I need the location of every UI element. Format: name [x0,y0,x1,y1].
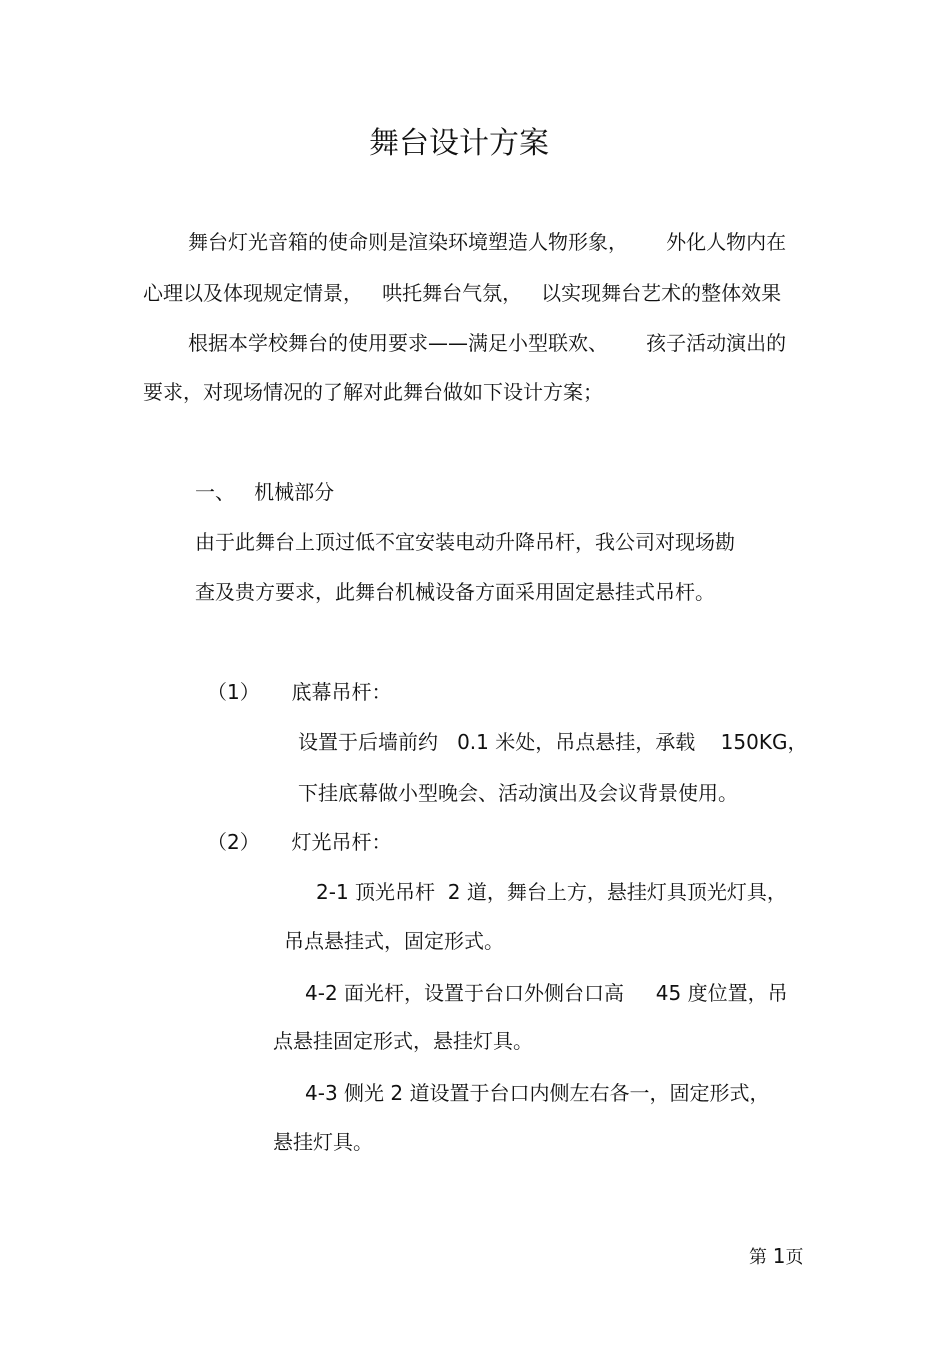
page-title: 舞台设计方案 [369,126,549,161]
page-number [749,1245,803,1269]
item-2-label: （2） 灯光吊杆： [207,830,392,854]
intro-line-2: 心理以及体现规定情景， 哄托舞台气氛， 以实现舞台艺术的整体效果 [143,281,782,305]
page-number-suffix: 页 [785,1247,804,1268]
item-1-line-2: 下挂底幕做小型晚会、活动演出及会议背景使用。 [298,781,738,805]
intro-line-4: 要求，对现场情况的了解对此舞台做如下设计方案； [143,380,603,404]
item-2-line-4: 点悬挂固定形式，悬挂灯具。 [273,1029,533,1053]
intro-line-1: 舞台灯光音箱的使命则是渲染环境塑造人物形象， 外化人物内在 [188,230,787,254]
page-number-prefix: 第 [749,1247,767,1268]
section-body-line-2: 查及贵方要求，此舞台机械设备方面采用固定悬挂式吊杆。 [195,580,715,604]
item-2-line-6: 悬挂灯具。 [273,1130,373,1154]
item-2-line-5: 4-3 侧光 2 道设置于台口内侧左右各一，固定形式， [305,1081,770,1105]
item-2-line-2: 吊点悬挂式，固定形式。 [284,929,504,953]
page-number-value: 1 [772,1244,786,1268]
item-2-line-1: 2-1 顶光吊杆 2 道，舞台上方，悬挂灯具顶光灯具， [316,880,787,904]
intro-line-3: 根据本学校舞台的使用要求——满足小型联欢、 孩子活动演出的 [188,331,787,355]
section-body-line-1: 由于此舞台上顶过低不宜安装电动升降吊杆，我公司对现场勘 [195,530,735,554]
item-1-line-1: 设置于后墙前约 0.1 米处，吊点悬挂，承载 150KG， [298,730,808,754]
item-1-label: （1） 底幕吊杆： [207,680,392,704]
section-heading-mechanical: 一、 机械部分 [195,480,335,504]
item-2-line-3: 4-2 面光杆，设置于台口外侧台口高 45 度位置，吊 [305,981,788,1005]
